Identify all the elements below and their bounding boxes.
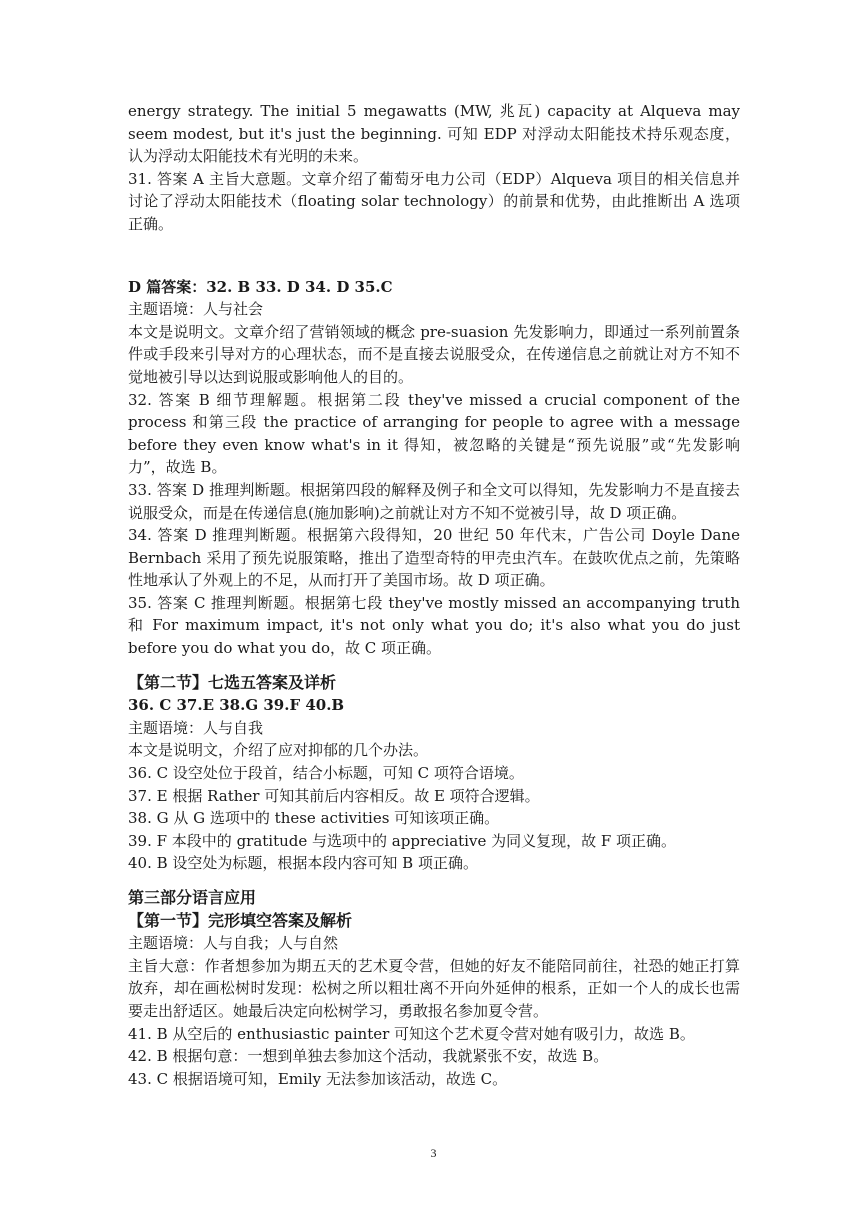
answer-35: 35. 答案 C 推理判断题。根据第七段 they've mostly missed an accompanying truth 和 For maximum impact, it's not only what you do; it's also what you do just before you do what you do，故 C 项正确。 <box>128 593 740 658</box>
page-number: 3 <box>430 1146 437 1160</box>
spacer <box>128 236 740 276</box>
answer-38: 38. G 从 G 选项中的 these activities 可知该项正确。 <box>128 809 500 828</box>
answer-41: 41. B 从空后的 enthusiastic painter 可知这个艺术夏令营对她有吸引力，故选 B。 <box>128 1024 695 1043</box>
answer-33: 33. 答案 D 推理判断题。根据第四段的解释及例子和全文可以得知，先发影响力不是直接去说服受众，而是在传递信息(施加影响)之前就让对方不知不觉被引导，故 D 项正确。 <box>128 480 740 522</box>
part-3-subtitle: 【第一节】完形填空答案及解析 <box>128 910 353 930</box>
spacer <box>128 660 740 672</box>
answer-34: 34. 答案 D 推理判断题。根据第六段得知，20 世纪 50 年代末，广告公司 Doyle Dane Bernbach 采用了预先说服策略，推出了造型奇特的甲壳虫汽车。在鼓吹优点之前，先策略性地承认了外观上的不足，从而打开了美国市场。故 D 项正确。 <box>128 526 740 590</box>
answer-42: 42. B 根据句意：一想到单独去参加这个活动，我就紧张不安，故选 B。 <box>128 1047 609 1066</box>
part-d-context: 主题语境：人与社会 <box>128 300 264 319</box>
part-3-summary: 主旨大意：作者想参加为期五天的艺术夏令营，但她的好友不能陪同前往，社恐的她正打算放弃，却在画松树时发现：松树之所以粗壮离不开向外延伸的根系，正如一个人的成长也需要走出舒适区。她最后决定向松树学习，勇敢报名参加夏令营。 <box>128 956 740 1020</box>
answer-39: 39. F 本段中的 gratitude 与选项中的 appreciative 为同义复现，故 F 项正确。 <box>128 831 677 850</box>
answer-36: 36. C 设空处位于段首，结合小标题，可知 C 项符合语境。 <box>128 764 524 783</box>
answer-37: 37. E 根据 Rather 可知其前后内容相反。故 E 项符合逻辑。 <box>128 786 540 805</box>
section-2-title: 【第二节】七选五答案及详析 <box>128 672 337 692</box>
section-2-summary: 本文是说明文，介绍了应对抑郁的几个办法。 <box>128 741 429 760</box>
part-3-title: 第三部分语言应用 <box>128 888 257 907</box>
section-2-answers: 36. C 37.E 38.G 39.F 40.B <box>128 696 345 715</box>
answer-31: 31. 答案 A 主旨大意题。文章介绍了葡萄牙电力公司（EDP）Alqueva 项目的相关信息并讨论了浮动太阳能技术（floating solar technology）的前景和优势，由此推断出 A 选项正确。 <box>128 169 740 233</box>
page-content <box>128 100 740 1090</box>
answer-32: 32. 答案 B 细节理解题。根据第二段 they've missed a crucial component of the process 和第三段 the practice of arranging for people to agree with a message before they even know what's in it 得知，被忽略的关键是“预先说服”或“先发影响力”，故选 B。 <box>128 390 740 477</box>
part-3-context: 主题语境：人与自我；人与自然 <box>128 934 339 953</box>
spacer <box>128 875 740 887</box>
answer-43: 43. C 根据语境可知，Emily 无法参加该活动，故选 C。 <box>128 1069 508 1088</box>
answer-40: 40. B 设空处为标题，根据本段内容可知 B 项正确。 <box>128 854 478 873</box>
part-d-summary: 本文是说明文。文章介绍了营销领域的概念 pre-suasion 先发影响力，即通过一系列前置条件或手段来引导对方的心理状态，而不是直接去说服受众，在传递信息之前就让对方不知不觉地被引导以达到说服或影响他人的目的。 <box>128 322 740 386</box>
paragraph-part-c-evidence: energy strategy. The initial 5 megawatts (MW, 兆瓦) capacity at Alqueva may seem modest, but it's just the beginning. 可知 EDP 对浮动太阳能技术持乐观态度，认为浮动太阳能技术有光明的未来。 <box>128 102 740 166</box>
part-d-answers: D 篇答案：32. B 33. D 34. D 35.C <box>128 277 393 296</box>
section-2-context: 主题语境：人与自我 <box>128 718 264 737</box>
